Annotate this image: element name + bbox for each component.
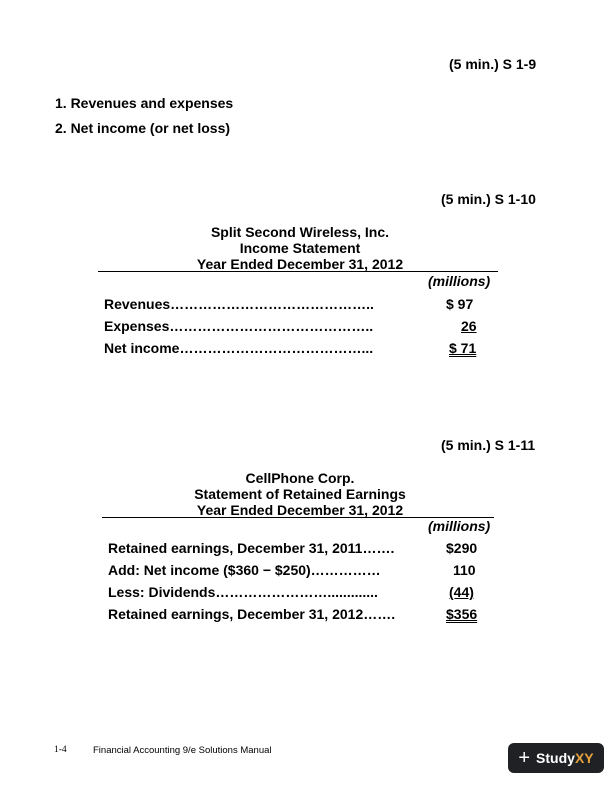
row-value-expenses: 26 [461, 318, 477, 334]
unit-label: (millions) [428, 518, 491, 534]
company-name: Split Second Wireless, Inc. [210, 224, 390, 240]
plus-icon: + [518, 747, 531, 769]
row-label-expenses: Expenses…………………………………….. [104, 318, 374, 334]
exercise-ref-s1-11: (5 min.) S 1-11 [441, 437, 536, 453]
row-value-net-income: $ 71 [449, 340, 477, 356]
row-label-net-income: Net income…………………………………... [104, 340, 374, 356]
logo-text-study: Study [536, 750, 575, 766]
row-label-revenues: Revenues…………………………………….. [104, 296, 374, 312]
row-label-dividends: Less: Dividends……………………............. [108, 584, 378, 600]
logo-text-xy: XY [574, 750, 594, 766]
page-number: 1-4 [54, 745, 67, 755]
row-label-net-income: Add: Net income ($360 − $250)…………… [108, 562, 381, 578]
company-name: CellPhone Corp. [245, 470, 355, 486]
statement-title: Statement of Retained Earnings [194, 486, 406, 502]
answer-item-2: 2. Net income (or net loss) [55, 120, 231, 136]
row-value-net-income: 110 [453, 562, 476, 578]
statement-period: Year Ended December 31, 2012 [196, 256, 404, 272]
statement-title: Income Statement [239, 240, 361, 256]
studyxy-logo [508, 743, 604, 773]
row-value-dividends: (44) [449, 584, 474, 600]
row-value-beginning-balance: $290 [446, 540, 478, 556]
row-value-ending-balance: $356 [446, 606, 478, 622]
statement-period: Year Ended December 31, 2012 [196, 502, 404, 518]
row-label-beginning-balance: Retained earnings, December 31, 2011……. [108, 540, 395, 556]
unit-label: (millions) [428, 273, 491, 289]
answer-item-1: 1. Revenues and expenses [55, 95, 234, 111]
header-rule [98, 271, 498, 272]
footer-book-title: Financial Accounting 9/e Solutions Manual [93, 745, 272, 756]
exercise-ref-s1-9: (5 min.) S 1-9 [449, 56, 537, 72]
row-label-ending-balance: Retained earnings, December 31, 2012……. [108, 606, 396, 622]
exercise-ref-s1-10: (5 min.) S 1-10 [441, 191, 536, 207]
row-value-revenues: $ 97 [446, 296, 474, 312]
